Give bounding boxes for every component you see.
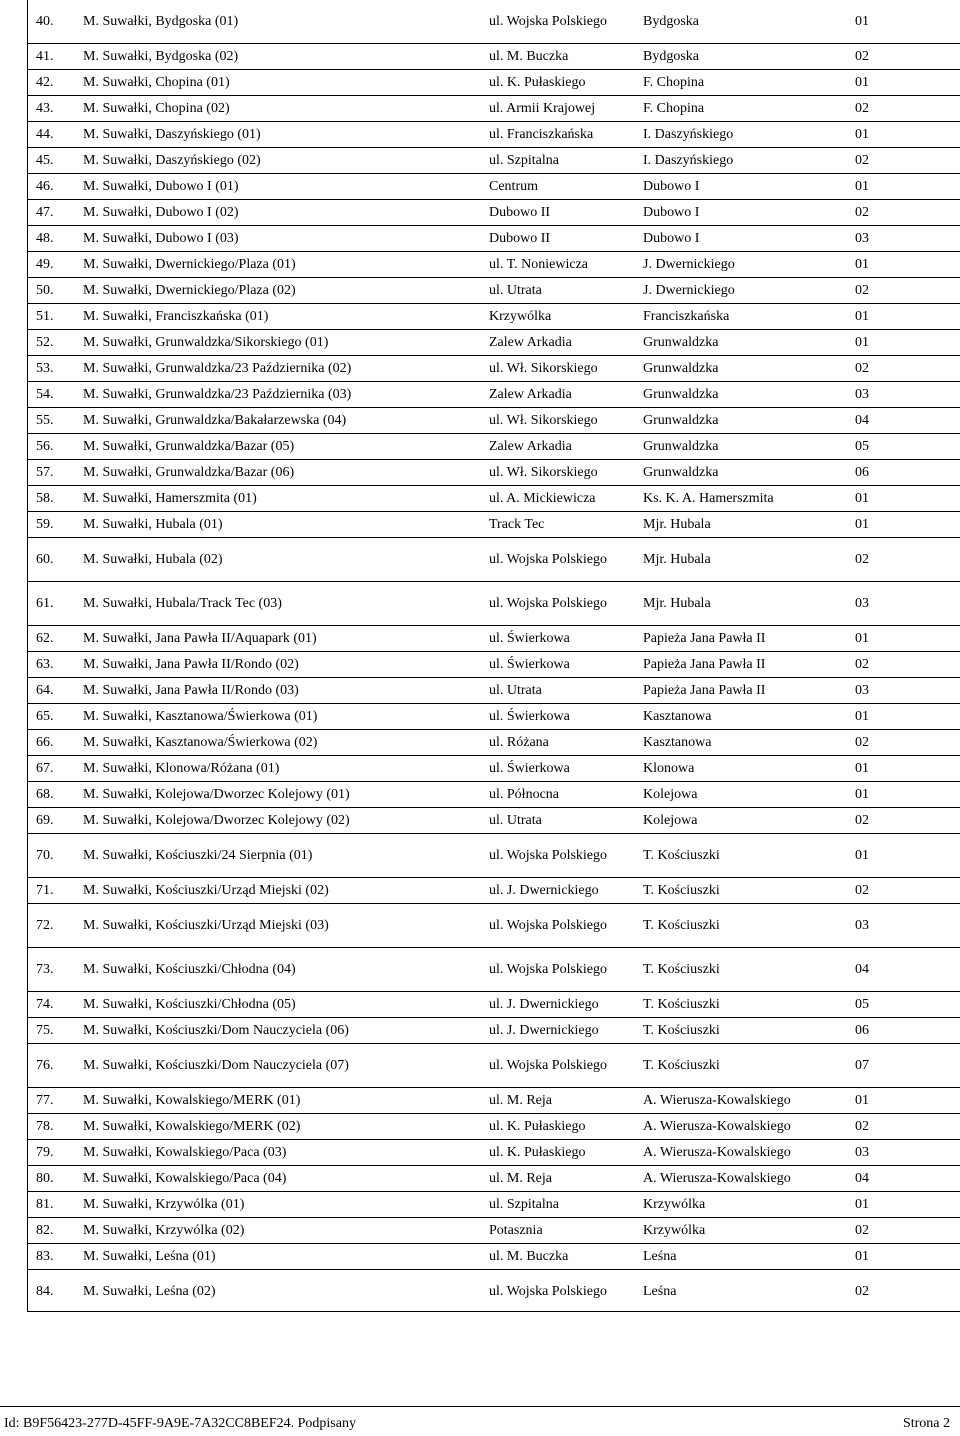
stop-name: M. Suwałki, Dubowo I (03) [83, 230, 239, 246]
stop-code: 02 [855, 360, 869, 376]
stop-street: Potasznia [489, 1222, 543, 1238]
row-number: 40. [36, 13, 54, 29]
table-row [28, 834, 960, 878]
table-row [28, 96, 960, 122]
table-row [28, 486, 960, 512]
table-row [28, 0, 960, 44]
stop-code: 01 [855, 126, 869, 142]
row-number: 47. [36, 204, 54, 220]
table-row [28, 382, 960, 408]
row-number: 80. [36, 1170, 54, 1186]
stop-name: M. Suwałki, Franciszkańska (01) [83, 308, 269, 324]
table-row [28, 278, 960, 304]
row-number: 59. [36, 516, 54, 532]
stop-direction: T. Kościuszki [643, 996, 720, 1012]
stop-code: 04 [855, 1170, 869, 1186]
table-row [28, 226, 960, 252]
row-number: 67. [36, 760, 54, 776]
row-number: 43. [36, 100, 54, 116]
stop-name: M. Suwałki, Klonowa/Różana (01) [83, 760, 280, 776]
stop-code: 01 [855, 178, 869, 194]
stop-direction: Dubowo I [643, 204, 700, 220]
row-number: 77. [36, 1092, 54, 1108]
stop-code: 03 [855, 595, 869, 611]
row-number: 79. [36, 1144, 54, 1160]
stop-street: ul. J. Dwernickiego [489, 996, 599, 1012]
stop-name: M. Suwałki, Grunwaldzka/Sikorskiego (01) [83, 334, 329, 350]
stop-name: M. Suwałki, Bydgoska (01) [83, 13, 239, 29]
stop-name: M. Suwałki, Kowalskiego/MERK (01) [83, 1092, 301, 1108]
stop-street: ul. Różana [489, 734, 549, 750]
stop-direction: A. Wierusza-Kowalskiego [643, 1144, 791, 1160]
row-number: 44. [36, 126, 54, 142]
document-id: Id: B9F56423-277D-45FF-9A9E-7A32CC8BEF24. Podpisany [4, 1416, 356, 1431]
document-page [27, 0, 960, 1312]
stop-direction: Kasztanowa [643, 708, 712, 724]
stop-street: ul. Wojska Polskiego [489, 847, 608, 863]
table-row [28, 330, 960, 356]
stop-street: ul. M. Buczka [489, 1248, 569, 1264]
table-row [28, 70, 960, 96]
row-number: 41. [36, 48, 54, 64]
stop-code: 03 [855, 917, 869, 933]
table-row [28, 948, 960, 992]
row-number: 74. [36, 996, 54, 1012]
row-number: 78. [36, 1118, 54, 1134]
stop-street: ul. J. Dwernickiego [489, 1022, 599, 1038]
stop-direction: Dubowo I [643, 178, 700, 194]
stop-direction: Kolejowa [643, 812, 698, 828]
table-row [28, 304, 960, 330]
stop-street: ul. M. Reja [489, 1170, 552, 1186]
table-row [28, 652, 960, 678]
row-number: 83. [36, 1248, 54, 1264]
row-number: 49. [36, 256, 54, 272]
table-row [28, 200, 960, 226]
stop-name: M. Suwałki, Hubala (02) [83, 551, 223, 567]
table-row [28, 148, 960, 174]
table-row [28, 174, 960, 200]
stop-code: 03 [855, 386, 869, 402]
stop-name: M. Suwałki, Jana Pawła II/Aquapark (01) [83, 630, 317, 646]
stop-direction: Krzywólka [643, 1222, 706, 1238]
row-number: 75. [36, 1022, 54, 1038]
table-row [28, 582, 960, 626]
table-row [28, 434, 960, 460]
table-row [28, 538, 960, 582]
stop-street: Dubowo II [489, 204, 551, 220]
table-row [28, 704, 960, 730]
stop-street: ul. Świerkowa [489, 656, 570, 672]
stop-code: 05 [855, 438, 869, 454]
stop-street: ul. Szpitalna [489, 1196, 559, 1212]
stop-direction: I. Daszyńskiego [643, 152, 734, 168]
stop-street: Dubowo II [489, 230, 551, 246]
stop-code: 07 [855, 1057, 869, 1073]
stop-name: M. Suwałki, Kowalskiego/MERK (02) [83, 1118, 301, 1134]
table-row [28, 808, 960, 834]
table-row [28, 904, 960, 948]
stop-street: ul. Wł. Sikorskiego [489, 464, 598, 480]
row-number: 42. [36, 74, 54, 90]
row-number: 84. [36, 1283, 54, 1299]
stop-direction: I. Daszyńskiego [643, 126, 734, 142]
stop-direction: T. Kościuszki [643, 1057, 720, 1073]
stop-code: 01 [855, 708, 869, 724]
stop-name: M. Suwałki, Kościuszki/Dom Nauczyciela (06) [83, 1022, 349, 1038]
stop-code: 02 [855, 551, 869, 567]
stop-street: Zalew Arkadia [489, 386, 572, 402]
stop-code: 02 [855, 812, 869, 828]
stop-street: ul. J. Dwernickiego [489, 882, 599, 898]
stop-direction: T. Kościuszki [643, 847, 720, 863]
table-row [28, 626, 960, 652]
stop-street: ul. Świerkowa [489, 760, 570, 776]
stop-street: ul. T. Noniewicza [489, 256, 589, 272]
stop-street: ul. Wojska Polskiego [489, 595, 608, 611]
stop-code: 02 [855, 282, 869, 298]
stops-table-body [28, 0, 960, 1313]
table-row [28, 782, 960, 808]
row-number: 63. [36, 656, 54, 672]
row-number: 73. [36, 961, 54, 977]
stop-name: M. Suwałki, Chopina (02) [83, 100, 230, 116]
stop-code: 01 [855, 490, 869, 506]
stop-name: M. Suwałki, Kościuszki/24 Sierpnia (01) [83, 847, 313, 863]
stop-direction: Grunwaldzka [643, 412, 719, 428]
stop-direction: Dubowo I [643, 230, 700, 246]
stop-code: 06 [855, 1022, 869, 1038]
stop-street: ul. K. Pułaskiego [489, 1118, 586, 1134]
stop-name: M. Suwałki, Dubowo I (02) [83, 204, 239, 220]
stop-direction: Grunwaldzka [643, 386, 719, 402]
stop-name: M. Suwałki, Kościuszki/Urząd Miejski (02) [83, 882, 329, 898]
row-number: 58. [36, 490, 54, 506]
table-row [28, 356, 960, 382]
stop-code: 02 [855, 48, 869, 64]
stop-name: M. Suwałki, Kościuszki/Chłodna (05) [83, 996, 296, 1012]
table-row [28, 408, 960, 434]
row-number: 46. [36, 178, 54, 194]
stop-street: ul. Wojska Polskiego [489, 551, 608, 567]
stop-direction: Papieża Jana Pawła II [643, 656, 766, 672]
stop-direction: Papieża Jana Pawła II [643, 630, 766, 646]
table-row [28, 460, 960, 486]
stop-direction: T. Kościuszki [643, 917, 720, 933]
stop-code: 01 [855, 516, 869, 532]
stop-name: M. Suwałki, Kościuszki/Dom Nauczyciela (07) [83, 1057, 349, 1073]
stop-code: 03 [855, 230, 869, 246]
table-row [28, 512, 960, 538]
stop-street: ul. M. Reja [489, 1092, 552, 1108]
stop-street: ul. Franciszkańska [489, 126, 594, 142]
stop-street: ul. A. Mickiewicza [489, 490, 596, 506]
stop-name: M. Suwałki, Leśna (02) [83, 1283, 216, 1299]
stop-code: 01 [855, 334, 869, 350]
row-number: 54. [36, 386, 54, 402]
table-row [28, 122, 960, 148]
stop-code: 01 [855, 74, 869, 90]
stop-name: M. Suwałki, Jana Pawła II/Rondo (02) [83, 656, 299, 672]
stop-direction: T. Kościuszki [643, 961, 720, 977]
stop-name: M. Suwałki, Krzywólka (01) [83, 1196, 245, 1212]
stop-street: ul. M. Buczka [489, 48, 569, 64]
stop-street: ul. Świerkowa [489, 708, 570, 724]
stop-name: M. Suwałki, Dwernickiego/Plaza (01) [83, 256, 296, 272]
table-row [28, 878, 960, 904]
stop-code: 01 [855, 847, 869, 863]
stop-name: M. Suwałki, Hubala (01) [83, 516, 223, 532]
stop-code: 01 [855, 760, 869, 776]
stop-name: M. Suwałki, Kasztanowa/Świerkowa (02) [83, 734, 318, 750]
stop-code: 04 [855, 961, 869, 977]
row-number: 69. [36, 812, 54, 828]
table-row [28, 1088, 960, 1114]
stop-code: 02 [855, 882, 869, 898]
table-row [28, 756, 960, 782]
row-number: 45. [36, 152, 54, 168]
stop-direction: Bydgoska [643, 13, 699, 29]
stop-street: Track Tec [489, 516, 545, 532]
stop-name: M. Suwałki, Grunwaldzka/23 Października (03) [83, 386, 352, 402]
row-number: 70. [36, 847, 54, 863]
stop-code: 02 [855, 100, 869, 116]
row-number: 48. [36, 230, 54, 246]
stop-street: ul. K. Pułaskiego [489, 74, 586, 90]
table-row [28, 1140, 960, 1166]
row-number: 56. [36, 438, 54, 454]
stop-name: M. Suwałki, Hamerszmita (01) [83, 490, 257, 506]
stop-direction: T. Kościuszki [643, 1022, 720, 1038]
stop-name: M. Suwałki, Kowalskiego/Paca (03) [83, 1144, 287, 1160]
stop-direction: Grunwaldzka [643, 464, 719, 480]
table-row [28, 992, 960, 1018]
stop-direction: Kasztanowa [643, 734, 712, 750]
row-number: 51. [36, 308, 54, 324]
stop-code: 02 [855, 1222, 869, 1238]
stop-street: ul. Armii Krajowej [489, 100, 596, 116]
row-number: 76. [36, 1057, 54, 1073]
stop-direction: J. Dwernickiego [643, 256, 735, 272]
stop-code: 02 [855, 152, 869, 168]
stop-direction: T. Kościuszki [643, 882, 720, 898]
stop-direction: Mjr. Hubala [643, 595, 711, 611]
stop-name: M. Suwałki, Bydgoska (02) [83, 48, 239, 64]
stop-direction: A. Wierusza-Kowalskiego [643, 1118, 791, 1134]
stop-direction: F. Chopina [643, 74, 705, 90]
table-row [28, 1166, 960, 1192]
stop-street: ul. Świerkowa [489, 630, 570, 646]
stop-direction: Leśna [643, 1283, 677, 1299]
table-row [28, 730, 960, 756]
stop-direction: Grunwaldzka [643, 438, 719, 454]
stop-name: M. Suwałki, Grunwaldzka/23 Października (02) [83, 360, 352, 376]
row-number: 52. [36, 334, 54, 350]
stop-direction: A. Wierusza-Kowalskiego [643, 1092, 791, 1108]
stop-code: 01 [855, 13, 869, 29]
stop-name: M. Suwałki, Daszyńskiego (02) [83, 152, 261, 168]
stop-direction: Ks. K. A. Hamerszmita [643, 490, 774, 506]
stop-code: 06 [855, 464, 869, 480]
row-number: 82. [36, 1222, 54, 1238]
stop-code: 01 [855, 1196, 869, 1212]
row-number: 55. [36, 412, 54, 428]
stop-code: 02 [855, 656, 869, 672]
stop-street: ul. Utrata [489, 812, 542, 828]
stop-name: M. Suwałki, Kolejowa/Dworzec Kolejowy (02) [83, 812, 350, 828]
stop-name: M. Suwałki, Kolejowa/Dworzec Kolejowy (01) [83, 786, 350, 802]
stop-direction: Grunwaldzka [643, 360, 719, 376]
stop-direction: Papieża Jana Pawła II [643, 682, 766, 698]
stop-name: M. Suwałki, Grunwaldzka/Bazar (05) [83, 438, 295, 454]
stop-code: 05 [855, 996, 869, 1012]
stop-street: ul. Wojska Polskiego [489, 1283, 608, 1299]
stop-street: Zalew Arkadia [489, 438, 572, 454]
row-number: 60. [36, 551, 54, 567]
stop-name: M. Suwałki, Kościuszki/Urząd Miejski (03) [83, 917, 329, 933]
table-row [28, 1114, 960, 1140]
stop-name: M. Suwałki, Kościuszki/Chłodna (04) [83, 961, 296, 977]
stop-code: 04 [855, 412, 869, 428]
stop-name: M. Suwałki, Daszyńskiego (01) [83, 126, 261, 142]
stop-name: M. Suwałki, Hubala/Track Tec (03) [83, 595, 282, 611]
stop-direction: Bydgoska [643, 48, 699, 64]
table-row [28, 1218, 960, 1244]
stop-direction: Leśna [643, 1248, 677, 1264]
stop-direction: A. Wierusza-Kowalskiego [643, 1170, 791, 1186]
stop-name: M. Suwałki, Grunwaldzka/Bakałarzewska (04) [83, 412, 347, 428]
stop-direction: Mjr. Hubala [643, 551, 711, 567]
stop-street: ul. Wojska Polskiego [489, 917, 608, 933]
stop-code: 01 [855, 786, 869, 802]
stop-street: ul. Północna [489, 786, 559, 802]
stop-code: 01 [855, 256, 869, 272]
stop-code: 03 [855, 1144, 869, 1160]
stop-street: ul. Wojska Polskiego [489, 1057, 608, 1073]
stop-name: M. Suwałki, Jana Pawła II/Rondo (03) [83, 682, 299, 698]
table-row [28, 1244, 960, 1270]
row-number: 71. [36, 882, 54, 898]
stop-code: 02 [855, 204, 869, 220]
table-row [28, 678, 960, 704]
footer-divider [0, 1406, 960, 1407]
stop-street: ul. Utrata [489, 682, 542, 698]
stop-direction: J. Dwernickiego [643, 282, 735, 298]
stop-street: ul. Szpitalna [489, 152, 559, 168]
stop-street: ul. K. Pułaskiego [489, 1144, 586, 1160]
row-number: 62. [36, 630, 54, 646]
table-row [28, 252, 960, 278]
stop-code: 01 [855, 308, 869, 324]
row-number: 50. [36, 282, 54, 298]
row-number: 81. [36, 1196, 54, 1212]
stop-direction: Franciszkańska [643, 308, 730, 324]
stop-name: M. Suwałki, Dubowo I (01) [83, 178, 239, 194]
stop-street: ul. Utrata [489, 282, 542, 298]
stop-street: Krzywólka [489, 308, 552, 324]
stop-street: ul. Wojska Polskiego [489, 13, 608, 29]
stop-direction: Kolejowa [643, 786, 698, 802]
row-number: 57. [36, 464, 54, 480]
stop-code: 02 [855, 1118, 869, 1134]
stop-code: 01 [855, 630, 869, 646]
stop-direction: Grunwaldzka [643, 334, 719, 350]
stop-code: 02 [855, 734, 869, 750]
stop-name: M. Suwałki, Grunwaldzka/Bazar (06) [83, 464, 295, 480]
row-number: 66. [36, 734, 54, 750]
row-number: 64. [36, 682, 54, 698]
stop-direction: Mjr. Hubala [643, 516, 711, 532]
table-row [28, 1018, 960, 1044]
stops-table [28, 0, 960, 1313]
table-row [28, 1192, 960, 1218]
stop-street: Zalew Arkadia [489, 334, 572, 350]
stop-name: M. Suwałki, Leśna (01) [83, 1248, 216, 1264]
row-number: 72. [36, 917, 54, 933]
stop-name: M. Suwałki, Dwernickiego/Plaza (02) [83, 282, 296, 298]
stop-code: 01 [855, 1248, 869, 1264]
row-number: 65. [36, 708, 54, 724]
stop-direction: Krzywólka [643, 1196, 706, 1212]
stop-street: ul. Wł. Sikorskiego [489, 412, 598, 428]
row-number: 53. [36, 360, 54, 376]
stop-name: M. Suwałki, Kowalskiego/Paca (04) [83, 1170, 287, 1186]
table-row [28, 1270, 960, 1314]
stop-name: M. Suwałki, Krzywólka (02) [83, 1222, 245, 1238]
page-number: Strona 2 [902, 1416, 950, 1431]
stop-street: Centrum [489, 178, 538, 194]
stop-street: ul. Wł. Sikorskiego [489, 360, 598, 376]
stop-code: 02 [855, 1283, 869, 1299]
table-row [28, 44, 960, 70]
row-number: 61. [36, 595, 54, 611]
stop-name: M. Suwałki, Chopina (01) [83, 74, 230, 90]
row-number: 68. [36, 786, 54, 802]
table-row [28, 1044, 960, 1088]
stop-direction: F. Chopina [643, 100, 705, 116]
stop-name: M. Suwałki, Kasztanowa/Świerkowa (01) [83, 708, 318, 724]
stop-code: 01 [855, 1092, 869, 1108]
stop-code: 03 [855, 682, 869, 698]
stop-street: ul. Wojska Polskiego [489, 961, 608, 977]
stop-direction: Klonowa [643, 760, 695, 776]
